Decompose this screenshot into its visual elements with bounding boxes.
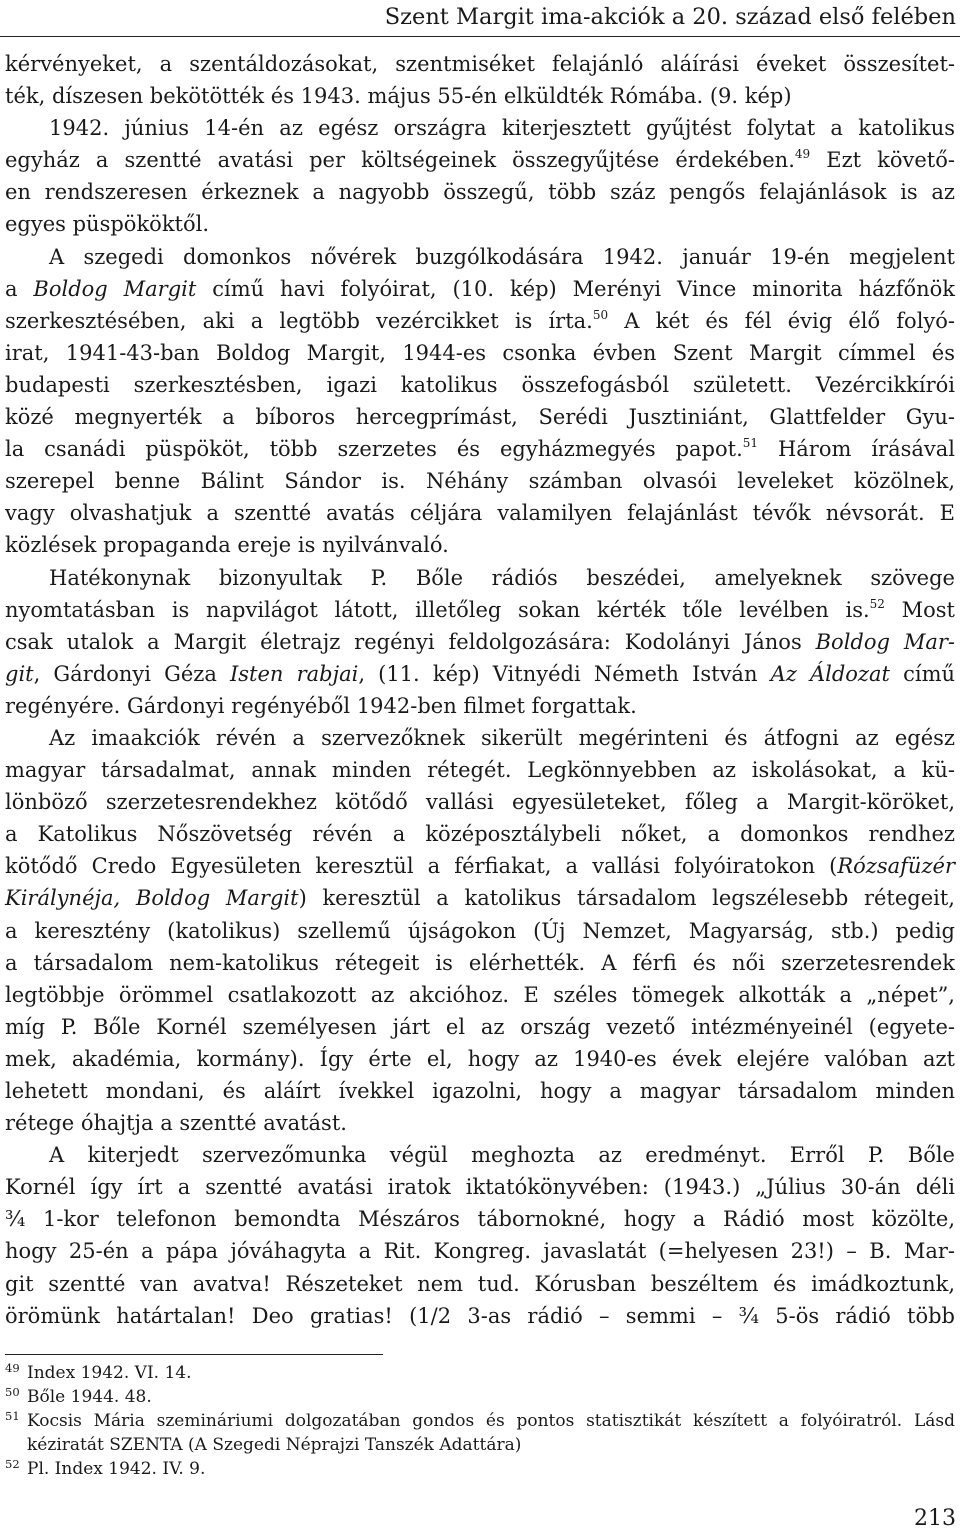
footnote-text: Pl. Index 1942. IV. 9.	[27, 1459, 206, 1479]
text-segment: Az Áldozat	[770, 661, 890, 686]
text-line	[5, 1300, 955, 1332]
text-line	[5, 1268, 955, 1300]
text-segment: a keresztény (katolikus) szellemű újságokon (Új Nemzet, Magyarság, stb.) pedig	[5, 918, 955, 943]
text-line	[5, 144, 955, 176]
text-line	[5, 48, 955, 80]
text-segment: en rendszeresen érkeznek a nagyobb összegű, több száz pengős felajánlások is az	[5, 180, 955, 205]
text-segment: A két és fél évig élő folyó-	[608, 308, 956, 333]
text-line	[5, 626, 955, 658]
text-line	[5, 947, 955, 979]
text-line	[5, 241, 955, 273]
footnote-rule	[5, 1354, 383, 1355]
text-segment: A kiterjedt szervezőmunka végül meghozta az eredményt. Erről P. Bőle	[49, 1143, 955, 1168]
text-line	[5, 1235, 955, 1267]
text-line	[5, 465, 955, 497]
text-segment: Kornél így írt a szentté avatási iratok iktatókönyvében: (1943.) „Július 30-án déli	[5, 1175, 955, 1200]
footnote-text: kéziratát SZENTA (A Szegedi Néprajzi Tanszék Adattára)	[27, 1435, 522, 1455]
text-line	[5, 979, 955, 1011]
footnote-ref: 49	[794, 147, 811, 162]
text-segment: szerepel benne Bálint Sándor is. Néhány számban olvasói leveleket közölnek,	[5, 469, 955, 494]
text-line	[5, 562, 955, 594]
text-segment: Boldog Margit	[33, 276, 197, 301]
footnote-number: 51	[5, 1409, 20, 1423]
text-segment: Most	[884, 597, 956, 622]
footnote-number: 52	[5, 1457, 20, 1471]
footnote-ref: 52	[869, 596, 885, 611]
text-line	[5, 1043, 955, 1075]
text-segment: vagy olvashatjuk a szentté avatás céljára valamilyen felajánlást tévők névsorát. E	[5, 501, 955, 526]
text-segment: lehetett mondani, és aláírt ívekkel igazolni, hogy a magyar társadalom minden	[5, 1079, 955, 1103]
text-segment: ) keresztül a katolikus társadalom legszélesebb rétegeit,	[298, 886, 955, 911]
text-segment: nyomtatásban is napvilágot látott, illetőleg sokan kérték tőle levélben is.	[5, 597, 870, 622]
text-line	[5, 658, 955, 690]
text-line	[5, 882, 955, 914]
footnote-text: Index 1942. VI. 14.	[27, 1363, 192, 1383]
footnote-number: 50	[5, 1385, 20, 1399]
text-segment: kérvényeket, a szentáldozásokat, szentmiséket felajánló aláírási éveket összesítet-	[5, 52, 955, 76]
text-segment: ¾ 1-kor telefonon bemondta Mészáros tábornokné, hogy a Rádió most közölte,	[5, 1207, 955, 1232]
text-line	[5, 433, 955, 465]
text-segment: Isten rabjai	[229, 661, 359, 686]
text-line	[5, 1139, 955, 1171]
body-text	[5, 48, 955, 1332]
text-line	[5, 529, 955, 561]
text-segment: szerkesztésében, aki a legtöbb vezércikket is írta.	[5, 308, 593, 333]
text-segment: Három írásával	[758, 437, 955, 462]
text-segment: A szegedi domonkos nővérek buzgólkodására 1942. január 19-én megjelent	[49, 244, 955, 269]
text-segment: Rózsafüzér	[837, 854, 955, 879]
text-segment: ték, díszesen bekötötték és 1943. május 55-én elküldték Rómába. (9. kép)	[5, 84, 792, 109]
text-line	[5, 273, 955, 305]
text-line	[5, 80, 955, 112]
text-segment: lönböző szerzetesrendekhez kötődő vallási egyesületeket, főleg a Margit-köröket,	[5, 790, 955, 815]
text-segment: magyar társadalmat, annak minden rétegét. Legkönnyebben az iskolásokat, a kü-	[5, 758, 955, 783]
footnote-text: Bőle 1944. 48.	[27, 1387, 152, 1407]
text-segment: Ezt követő-	[810, 148, 955, 173]
text-line	[5, 305, 955, 337]
text-line	[5, 337, 955, 369]
text-segment: című	[889, 661, 956, 686]
text-line	[5, 497, 955, 529]
footnote-ref: 51	[742, 436, 759, 451]
text-segment: örömünk határtalan! Deo gratias! (1/2 3-as rádió – semmi – ¾ 5-ös rádió több	[5, 1303, 955, 1328]
text-segment: Az imaakciók révén a szervezőknek sikerült megérinteni és átfogni az egész	[49, 725, 955, 750]
text-segment: rétege óhajtja a szentté avatást.	[5, 1111, 347, 1136]
text-line	[5, 401, 955, 433]
text-segment: mek, akadémia, kormány). Így érte el, hogy az 1940-es évek elejére valóban azt	[5, 1046, 955, 1071]
text-line	[5, 1011, 955, 1043]
text-line	[5, 1203, 955, 1235]
footnotes	[5, 1361, 955, 1481]
text-line	[5, 112, 955, 144]
text-segment: egyes püspököktől.	[5, 212, 210, 237]
text-segment: közlések propaganda ereje is nyilvánvaló.	[5, 533, 449, 558]
text-segment: git	[5, 661, 34, 686]
text-segment: csak utalok a Margit életrajz regényi feldolgozására: Kodolányi János	[5, 629, 816, 654]
text-segment: a	[5, 276, 34, 301]
text-segment: , (11. kép) Vitnyédi Németh István	[358, 661, 771, 686]
text-line	[5, 1107, 955, 1139]
text-segment: 1942. június 14-én az egész országra kiterjesztett gyűjtést folytat a katolikus	[49, 116, 955, 141]
footnote	[5, 1385, 955, 1409]
footnote-ref: 50	[592, 307, 609, 322]
header-rule	[0, 36, 960, 37]
text-segment: Királynéja, Boldog Margit	[5, 886, 299, 911]
text-segment: a társadalom nem-katolikus rétegeit is elérhették. A férfi és női szerzetesrendek	[5, 950, 955, 975]
text-segment: Boldog Mar-	[815, 629, 956, 654]
text-line	[5, 818, 955, 850]
footnote-number: 49	[5, 1361, 20, 1375]
text-segment: regényére. Gárdonyi regényéből 1942-ben filmet forgattak.	[5, 693, 637, 718]
text-segment: la csanádi püspököt, több szerzetes és egyházmegyés papot.	[5, 437, 743, 462]
footnote	[5, 1361, 955, 1385]
text-line	[5, 722, 955, 754]
text-segment: irat, 1941-43-ban Boldog Margit, 1944-es csonka évben Szent Margit címmel és	[5, 340, 955, 365]
text-segment: míg P. Bőle Kornél személyesen járt el az ország vezető intézményeinél (egyete-	[5, 1014, 955, 1039]
text-segment: egyház a szentté avatási per költségeinek összegyűjtése érdekében.	[5, 148, 795, 173]
text-line	[5, 786, 955, 818]
text-segment: , Gárdonyi Géza	[33, 661, 230, 686]
text-segment: kötődő Credo Egyesületen keresztül a férfiakat, a vallási folyóiratokon (	[5, 854, 838, 879]
text-line	[5, 1075, 955, 1107]
running-header: Szent Margit ima-akciók a 20. század első felében	[384, 4, 956, 30]
text-line	[5, 690, 955, 722]
text-line	[5, 594, 955, 626]
text-line	[5, 850, 955, 882]
footnote	[5, 1457, 955, 1481]
text-line	[5, 208, 955, 240]
text-segment: budapesti szerkesztésben, igazi katolikus összefogásból született. Vezércikkírói	[5, 372, 955, 397]
text-segment: hogy 25-én a pápa jóváhagyta a Rit. Kongreg. javaslatát (=helyesen 23!) – B. Mar-	[5, 1239, 955, 1264]
text-segment: legtöbbje örömmel csatlakozott az akcióhoz. E széles tömegek alkották a „népet”,	[5, 982, 955, 1007]
text-segment: git szentté van avatva! Részeteket nem tud. Kórusban beszéltem és imádkoztunk,	[5, 1271, 955, 1296]
text-line	[5, 176, 955, 208]
text-line	[5, 915, 955, 947]
footnote	[5, 1409, 955, 1457]
text-line	[5, 1171, 955, 1203]
text-segment: Hatékonynak bizonyultak P. Bőle rádiós beszédei, amelyeknek szövege	[49, 565, 955, 590]
page-number: 213	[914, 1506, 956, 1531]
text-segment: közé megnyerték a bíboros hercegprímást, Serédi Jusztiniánt, Glattfelder Gyu-	[5, 405, 955, 430]
text-line	[5, 754, 955, 786]
text-segment: a Katolikus Nőszövetség révén a középosztálybeli nőket, a domonkos rendhez	[5, 822, 955, 847]
text-line	[5, 369, 955, 401]
text-segment: című havi folyóirat, (10. kép) Merényi Vince minorita házfőnök	[196, 276, 956, 301]
footnote-text: Kocsis Mária szemináriumi dolgozatában gondos és pontos statisztikát készített a folyóiratról. Lásd	[27, 1411, 955, 1431]
